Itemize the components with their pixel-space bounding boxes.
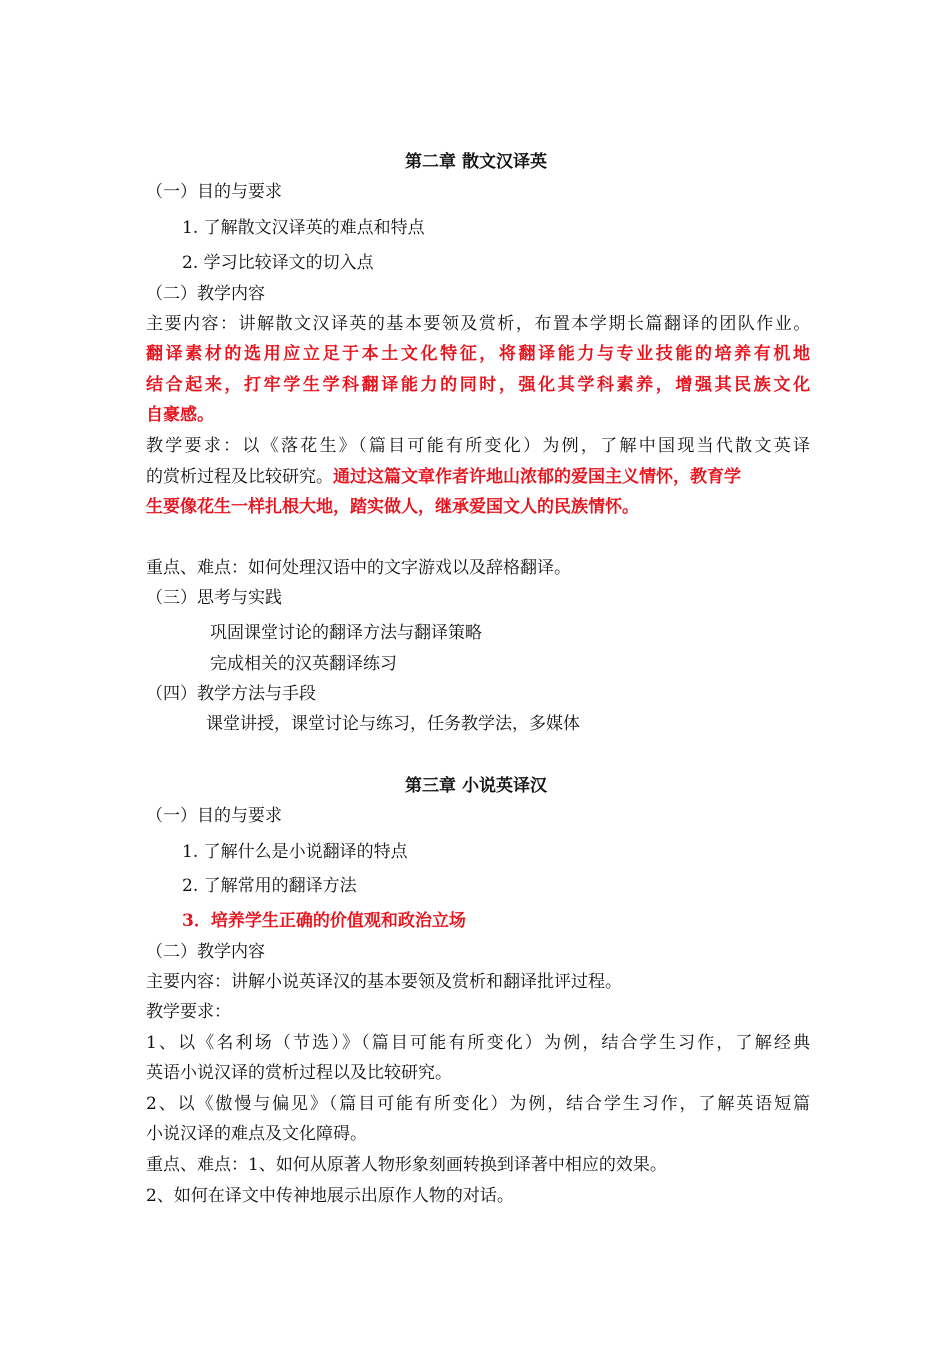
chapter2-s1-item-1: 1. 了解散文汉译英的难点和特点 bbox=[182, 218, 425, 238]
chapter2-s3-item-2: 完成相关的汉英翻译练习 bbox=[210, 654, 397, 674]
chapter2-s4-text: 课堂讲授，课堂讨论与练习，任务教学法，多媒体 bbox=[206, 714, 580, 734]
chapter3-requirement-2-line-1: 2、以《傲慢与偏见》（篇目可能有所变化）为例，结合学生习作，了解英语短篇 bbox=[146, 1094, 810, 1114]
chapter3-s1-item-2: 2. 了解常用的翻译方法 bbox=[182, 876, 357, 896]
chapter2-requirement-line-2-black: 的赏析过程及比较研究。 bbox=[146, 467, 333, 487]
chapter3-s1-heading: （一）目的与要求 bbox=[146, 806, 282, 826]
chapter3-requirement-1-line-1: 1、以《名利场（节选）》（篇目可能有所变化）为例，结合学生习作，了解经典 bbox=[146, 1033, 810, 1053]
chapter2-s1-heading: （一）目的与要求 bbox=[146, 182, 282, 202]
chapter3-requirement-2-line-2: 小说汉译的难点及文化障碍。 bbox=[146, 1124, 367, 1144]
chapter3-key-points-1: 重点、难点：1、如何从原著人物形象刻画转换到译著中相应的效果。 bbox=[146, 1155, 667, 1175]
chapter2-red-line-4: 生要像花生一样扎根大地，踏实做人，继承爱国文人的民族情怀。 bbox=[146, 497, 639, 517]
chapter2-key-points: 重点、难点：如何处理汉语中的文字游戏以及辞格翻译。 bbox=[146, 558, 571, 578]
chapter2-main-content: 主要内容：讲解散文汉译英的基本要领及赏析，布置本学期长篇翻译的团队作业。 bbox=[146, 314, 810, 334]
chapter3-main-content: 主要内容：讲解小说英译汉的基本要领及赏析和翻译批评过程。 bbox=[146, 972, 622, 992]
chapter2-red-line-2: 结合起来，打牢学生学科翻译能力的同时，强化其学科素养，增强其民族文化 bbox=[146, 375, 810, 395]
chapter3-s2-heading: （二）教学内容 bbox=[146, 942, 265, 962]
chapter3-s1-item-3: 3．培养学生正确的价值观和政治立场 bbox=[182, 911, 466, 931]
chapter3-s1-item-1: 1. 了解什么是小说翻译的特点 bbox=[182, 842, 408, 862]
chapter2-requirement-line-1: 教学要求：以《落花生》（篇目可能有所变化）为例，了解中国现当代散文英译 bbox=[146, 436, 810, 456]
chapter2-s4-heading: （四）教学方法与手段 bbox=[146, 684, 316, 704]
chapter3-requirement-label: 教学要求： bbox=[146, 1002, 231, 1022]
chapter2-requirement-line-2-red: 通过这篇文章作者许地山浓郁的爱国主义情怀，教育学 bbox=[333, 467, 741, 487]
chapter3-title: 第三章 小说英译汉 bbox=[405, 776, 547, 796]
chapter3-requirement-1-line-2: 英语小说汉译的赏析过程以及比较研究。 bbox=[146, 1063, 452, 1083]
chapter3-key-points-2: 2、如何在译文中传神地展示出原作人物的对话。 bbox=[146, 1186, 514, 1206]
chapter2-s1-item-2: 2. 学习比较译文的切入点 bbox=[182, 253, 374, 273]
chapter2-title: 第二章 散文汉译英 bbox=[405, 152, 547, 172]
chapter2-requirement-line-2 bbox=[146, 465, 741, 489]
chapter2-s2-heading: （二）教学内容 bbox=[146, 284, 265, 304]
chapter2-red-line-3: 自豪感。 bbox=[146, 405, 214, 425]
chapter2-s3-item-1: 巩固课堂讨论的翻译方法与翻译策略 bbox=[210, 623, 482, 643]
chapter2-red-line-1: 翻译素材的选用应立足于本土文化特征，将翻译能力与专业技能的培养有机地 bbox=[146, 344, 810, 364]
chapter2-s3-heading: （三）思考与实践 bbox=[146, 588, 282, 608]
